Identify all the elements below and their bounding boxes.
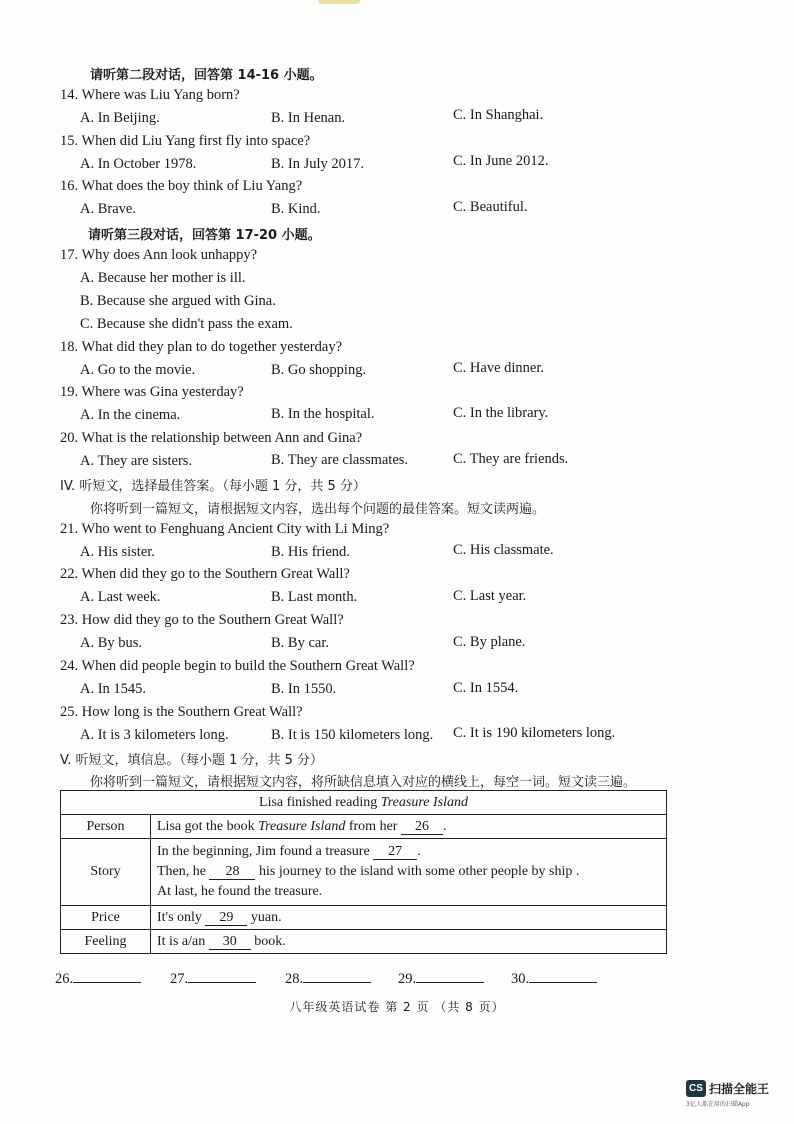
q18-option-a: A. Go to the movie. (80, 362, 196, 378)
cell-person: Lisa got the book Treasure Island from her 26 . (151, 815, 667, 839)
blank-26: 26 (401, 819, 443, 835)
label-price: Price (61, 906, 151, 930)
label-feeling: Feeling (61, 930, 151, 954)
top-edge-mark (318, 0, 360, 4)
q16-option-b: B. Kind. (271, 201, 321, 217)
q17-option-b: B. Because she argued with Gina. (80, 293, 276, 309)
question-15: 15. When did Liu Yang first fly into space? (60, 133, 311, 149)
table-row-person (61, 815, 667, 839)
q22-option-c: C. Last year. (453, 588, 527, 604)
question-14: 14. Where was Liu Yang born? (60, 87, 240, 103)
q19-option-a: A. In the cinema. (80, 407, 181, 423)
q17-option-c: C. Because she didn't pass the exam. (80, 316, 293, 332)
question-18: 18. What did they plan to do together yesterday? (60, 339, 342, 355)
q24-option-c: C. In 1554. (453, 680, 519, 696)
q23-option-c: C. By plane. (453, 634, 526, 650)
dialogue2-instruction: 请听第二段对话，回答第 14-16 小题。 (90, 68, 323, 83)
q19-option-c: C. In the library. (453, 405, 549, 421)
label-story: Story (61, 839, 151, 906)
q21-option-c: C. His classmate. (453, 542, 554, 558)
q20-option-c: C. They are friends. (453, 451, 569, 467)
section-5-title: V. 听短文，填信息。（每小题 1 分，共 5 分） (60, 753, 324, 768)
watermark-tagline: 3亿人都在用的扫描App (686, 1101, 750, 1109)
label-person: Person (61, 815, 151, 839)
q19-option-b: B. In the hospital. (271, 406, 375, 422)
q14-option-b: B. In Henan. (271, 110, 346, 126)
q24-option-a: A. In 1545. (80, 681, 147, 697)
question-17: 17. Why does Ann look unhappy? (60, 247, 258, 263)
table-row-story (61, 839, 667, 906)
question-23: 23. How did they go to the Southern Great Wall? (60, 612, 344, 628)
q16-option-c: C. Beautiful. (453, 199, 528, 215)
question-25: 25. How long is the Southern Great Wall? (60, 704, 303, 720)
q20-option-b: B. They are classmates. (271, 452, 409, 468)
q22-option-b: B. Last month. (271, 589, 358, 605)
answer-blank-28[interactable]: 28. (285, 968, 371, 988)
answer-blank-30[interactable]: 30. (511, 968, 597, 988)
answer-blank-26[interactable]: 26. (55, 968, 141, 988)
question-19: 19. Where was Gina yesterday? (60, 384, 244, 400)
scanner-watermark (686, 1080, 769, 1108)
q25-option-a: A. It is 3 kilometers long. (80, 727, 229, 743)
table-row-feeling (61, 930, 667, 954)
q22-option-a: A. Last week. (80, 589, 161, 605)
question-24: 24. When did people begin to build the Southern Great Wall? (60, 658, 415, 674)
answer-blank-27[interactable]: 27. (170, 968, 256, 988)
q23-option-b: B. By car. (271, 635, 329, 651)
info-table (60, 790, 667, 954)
q23-option-a: A. By bus. (80, 635, 143, 651)
blank-27: 27 (373, 844, 417, 860)
section-4-instruction: 你将听到一篇短文，请根据短文内容，选出每个问题的最佳答案。短文读两遍。 (90, 502, 546, 517)
table-title-row (61, 791, 667, 815)
blank-30: 30 (209, 934, 251, 950)
q20-option-a: A. They are sisters. (80, 453, 193, 469)
table-row-price (61, 906, 667, 930)
q21-option-a: A. His sister. (80, 544, 155, 560)
watermark-app-name: 扫描全能王 (709, 1082, 770, 1097)
question-22: 22. When did they go to the Southern Great Wall? (60, 566, 350, 582)
q15-option-c: C. In June 2012. (453, 153, 549, 169)
cell-feeling: It is a/an 30 book. (151, 930, 667, 954)
cell-price: It's only 29 yuan. (151, 906, 667, 930)
q15-option-a: A. In October 1978. (80, 156, 197, 172)
q15-option-b: B. In July 2017. (271, 156, 365, 172)
cell-story: In the beginning, Jim found a treasure 27 . Then, he 28 his journey to the island with some other people by ship . At last, he found the treasure. (151, 839, 667, 906)
answer-blank-29[interactable]: 29. (398, 968, 484, 988)
q25-option-c: C. It is 190 kilometers long. (453, 725, 616, 741)
q18-option-b: B. Go shopping. (271, 362, 367, 378)
q21-option-b: B. His friend. (271, 544, 350, 560)
q17-option-a: A. Because her mother is ill. (80, 270, 246, 286)
dialogue3-instruction: 请听第三段对话，回答第 17-20 小题。 (88, 228, 321, 243)
page-footer: 八年级英语试卷 第 2 页 （共 8 页） (289, 1000, 505, 1014)
blank-28: 28 (209, 864, 255, 880)
question-16: 16. What does the boy think of Liu Yang? (60, 178, 303, 194)
q14-option-c: C. In Shanghai. (453, 107, 544, 123)
question-20: 20. What is the relationship between Ann and Gina? (60, 430, 363, 446)
camscanner-logo-icon: CS (686, 1080, 706, 1097)
section-4-title: IV. 听短文，选择最佳答案。（每小题 1 分，共 5 分） (60, 479, 366, 494)
q14-option-a: A. In Beijing. (80, 110, 160, 126)
q18-option-c: C. Have dinner. (453, 360, 545, 376)
q24-option-b: B. In 1550. (271, 681, 337, 697)
q25-option-b: B. It is 150 kilometers long. (271, 727, 434, 743)
blank-29: 29 (205, 910, 247, 926)
table-title: Lisa finished reading Treasure Island (61, 791, 667, 815)
question-21: 21. Who went to Fenghuang Ancient City with Li Ming? (60, 521, 390, 537)
q16-option-a: A. Brave. (80, 201, 136, 217)
section-5-instruction: 你将听到一篇短文，请根据短文内容，将所缺信息填入对应的横线上，每空一词。短文读三遍。 (90, 775, 637, 790)
